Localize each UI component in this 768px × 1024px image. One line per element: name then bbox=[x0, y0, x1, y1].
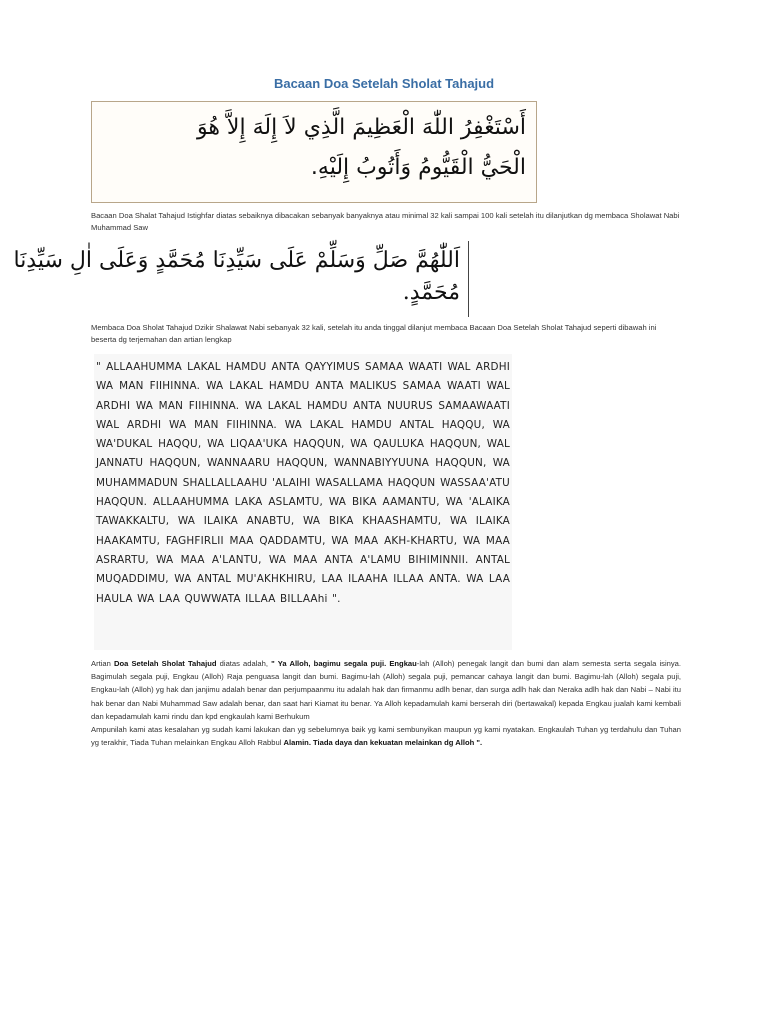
translation-prefix: Artian bbox=[91, 659, 114, 668]
translation-body-2: Ampunilah kami atas kesalahan yg sudah kami lakukan dan yg sebelumnya baik yg kami sembunyikan maupun yg kami nyatakan. Engkaulah Tuhan yg terdahulu dan Tuhan yg terakhir, Tiada Tuhan melainkan Engkau Alloh Rabbul bbox=[91, 725, 681, 748]
translation-paragraph bbox=[91, 657, 681, 749]
translation-bold-opening: " Ya Alloh, bagimu segala puji. Engkau bbox=[271, 659, 417, 668]
translation-bold-closing: Alamin. Tiada daya dan kekuatan melainkan dg Alloh ". bbox=[283, 738, 483, 748]
arabic-sholawat-line-1: اَللّٰهُمَّ صَلِّ وَسَلِّمْ عَلَى سَيِّدِنَا مُحَمَّدٍ وَعَلَى اٰلِ سَيِّدِنَا bbox=[13, 248, 460, 273]
translation-bold-title: Doa Setelah Sholat Tahajud bbox=[113, 659, 217, 668]
arabic-istighfar-line-1: أَسْتَغْفِرُ اللّٰهَ الْعَظِيمَ الَّذِي لاَ إِلَهَ إِلاَّ هُوَ bbox=[196, 115, 526, 140]
arabic-sholawat-line-2: مُحَمَّدٍ. bbox=[402, 280, 460, 305]
sholawat-paragraph: Membaca Doa Sholat Tahajud Dzikir Shalawat Nabi sebanyak 32 kali, setelah itu anda tinggal dilanjut membaca Bacaan Doa Setelah Sholat Tahajud seperti dibawah ini beserta dg terjemahan dan artian lengkap bbox=[91, 323, 657, 344]
arabic-istighfar-line-2: الْحَيُّ الْقَيُّومُ وَأَتُوبُ إِلَيْهِ. bbox=[310, 155, 526, 180]
translation-mid: diatas adalah, bbox=[216, 659, 272, 668]
arabic-istighfar-image bbox=[91, 101, 537, 203]
page-title: Bacaan Doa Setelah Sholat Tahajud bbox=[273, 76, 495, 91]
latin-doa-image: " ALLAAHUMMA LAKAL HAMDU ANTA QAYYIMUS SAMAA WAATI WAL ARDHI WA MAN FIIHINNA. WA LAKAL HAMDU ANTA MALIKUS SAMAA WAATI WAL ARDHI WA MAN FIIHINNA. WA LAKAL HAMDU ANTA NUURUS SAMAAWAATI WAL ARDHI WA MAN FIIHINNA. WA LAKAL HAMDU ANTAL HAQQU, WA WA'DUKAL HAQQU, WA LIQAA'UKA HAQQUN, WA QAULUKA HAQQUN, WAL JANNATU HAQQUN, WANNAARU HAQQUN, WANNABIYYUUNA HAQQUN, WA MUHAMMADUN SHALLALLAAHU 'ALAIHI WASALLAMA HAQQUN WASSAA'ATU HAQQUN. ALLAAHUMMA LAKA ASLAMTU, WA BIKA AAMANTU, WA 'ALAIKA TAWAKKALTU, WA ILAIKA ANABTU, WA BIKA KHAASHAMTU, WA ILAIKA HAAKAMTU, FAGHFIRLII MAA QADDAMTU, WA MAA AKH-KHARTU, WA MAA ASRARTU, WA MAA A'LANTU, WA MAA ANTA A'LAMU BIHIMINNII. ANTAL MUQADDIMU, WA ANTAL MU'AKHKHIRU, LAA ILAAHA ILLAA ANTA. WA LAA HAULA WA LAA QUWWATA ILLAA BILLAAhi ". bbox=[94, 354, 512, 650]
intro-paragraph: Bacaan Doa Shalat Tahajud Istighfar diatas sebaiknya dibacakan sebanyak banyaknya atau minimal 32 kali sampai 100 kali setelah itu dilanjutkan dg membaca Sholawat Nabi Muhammad Saw bbox=[91, 211, 680, 232]
translation-body: -lah (Alloh) penegak langit dan bumi dan alam semesta serta segala isinya. Bagimulah segala puji, Engkau (Alloh) Raja penguasa langit dan bumi. Bagimu-lah (Alloh) segala puji, pemancar cahaya langit dan bumi. Bagimu-lah (Alloh) segala puji, Engkau-lah (Alloh) yg hak dan janjimu adalah benar dan perjumpaanmu itu adalah hak dan firmanmu adlh benar, dan surga adlh hak dan Neraka adlh hak dan Nabi – Nabi itu hak benar dan Nabi Muhammad Saw adalah benar, dan saat hari Kiamat itu benar. Ya Alloh kepadamulah kami berserah diri (bertawakal) kepada Engkau jualah kami kembali dan kepadamulah kami rindu dan kpd engkaulah kami Berhukum bbox=[91, 659, 681, 721]
arabic-sholawat-image bbox=[13, 241, 469, 317]
